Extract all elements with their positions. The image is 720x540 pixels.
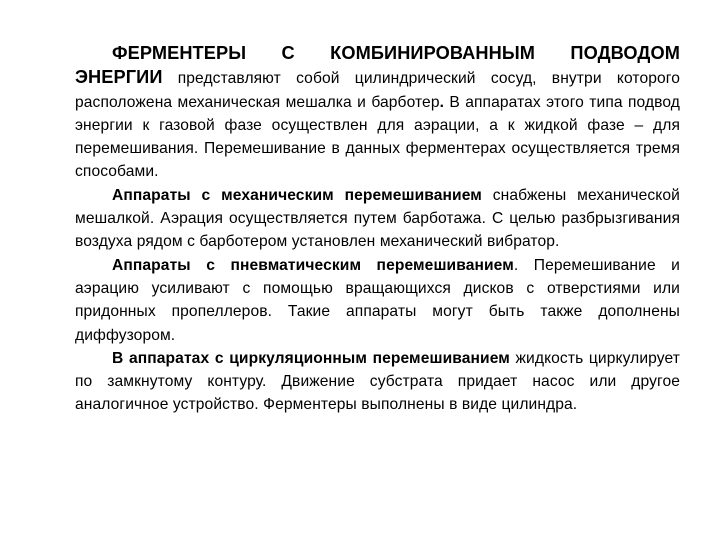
intro-text-part-2: В аппаратах этого типа подвод энергии к газовой фазе осуществлен для аэрации, а к жидкой фазе – для перемешивания. Перемешивание в данных ферментерах осуществляется тремя способами.	[75, 93, 680, 181]
mechanical-mixing-text: снабжены механической мешалкой. Аэрация осуществляется путем барботажа. С целью разбрызгивания воздуха рядом с барботером установлен механический вибратор.	[75, 186, 680, 251]
mechanical-mixing-paragraph	[75, 184, 680, 254]
intro-paragraph	[75, 42, 680, 184]
intro-bold-period: .	[439, 93, 445, 111]
circulation-mixing-term: В аппаратах с циркуляционным перемешиванием	[112, 349, 510, 367]
pneumatic-mixing-paragraph	[75, 254, 680, 347]
fermenter-heading: ФЕРМЕНТЕРЫ С КОМБИНИРОВАННЫМ ПОДВОДОМ ЭНЕРГИИ	[75, 43, 680, 88]
pneumatic-mixing-text: . Перемешивание и аэрацию усиливают с помощью вращающихся дисков с отверстиями или придонных пропеллеров. Такие аппараты могут быть также дополнены диффузором.	[75, 256, 680, 344]
mechanical-mixing-term: Аппараты с механическим перемешиванием	[112, 186, 482, 204]
intro-text-part-1: представляют собой цилиндрический сосуд, внутри которого расположена механическая мешалка и барботер	[75, 70, 680, 111]
pneumatic-mixing-term: Аппараты с пневматическим перемешиванием	[112, 256, 514, 274]
circulation-mixing-paragraph	[75, 347, 680, 417]
circulation-mixing-text: жидкость циркулирует по замкнутому контуру. Движение субстрата придает насос или другое аналогичное устройство. Ферментеры выполнены в виде цилиндра.	[75, 349, 680, 414]
